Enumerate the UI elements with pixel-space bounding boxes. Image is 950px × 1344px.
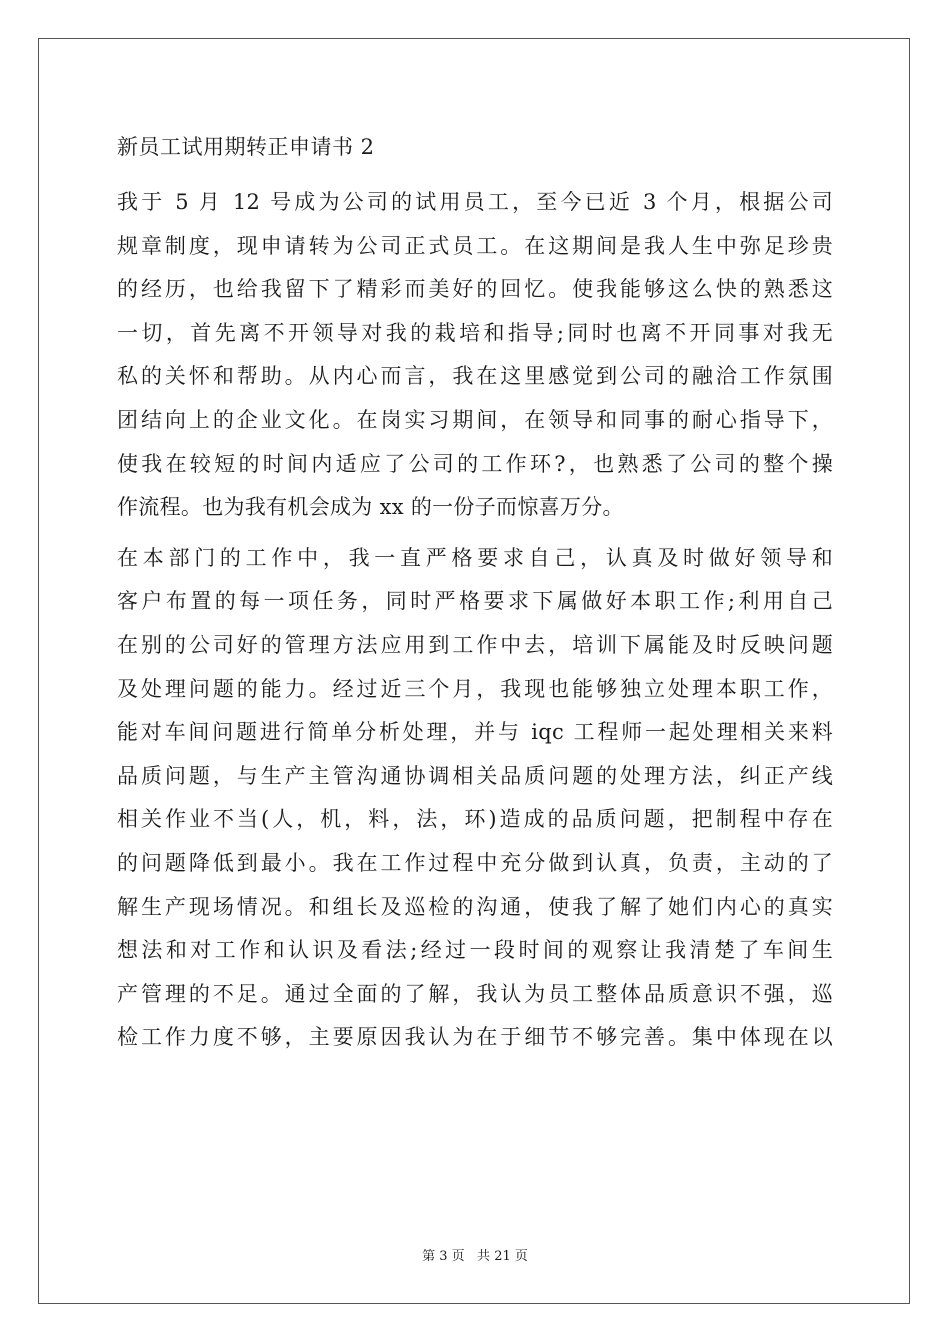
text-line: 产管理的不足。通过全面的了解，我认为员工整体品质意识不强，巡: [117, 981, 833, 1006]
document-body: [117, 181, 833, 1060]
text-line: 相关作业不当(人，机，料，法，环)造成的品质问题，把制程中存在: [117, 807, 833, 832]
text-line: 能对车间问题进行简单分析处理，并与 iqc 工程师一起处理相关来料: [117, 720, 833, 745]
page-footer: 第 3 页 共 21 页: [422, 1249, 528, 1264]
text-line: 规章制度，现申请转为公司正式员工。在这期间是我人生中弥足珍贵: [117, 233, 833, 258]
text-line: 检工作力度不够，主要原因我认为在于细节不够完善。集中体现在以: [117, 1025, 833, 1050]
text-line: 及处理问题的能力。经过近三个月，我现也能够独立处理本职工作，: [117, 676, 833, 701]
paragraph-2: [117, 537, 833, 1060]
text-line: 的问题降低到最小。我在工作过程中充分做到认真，负责，主动的了: [117, 850, 833, 875]
text-line: 的经历，也给我留下了精彩而美好的回忆。使我能够这么快的熟悉这: [117, 277, 833, 302]
text-line: 解生产现场情况。和组长及巡检的沟通，使我了解了她们内心的真实: [117, 894, 833, 919]
text-line: 一切，首先离不开领导对我的栽培和指导;同时也离不开同事对我无: [117, 320, 833, 345]
text-line: 在别的公司好的管理方法应用到工作中去，培训下属能及时反映问题: [117, 632, 833, 657]
text-line: 团结向上的企业文化。在岗实习期间，在领导和同事的耐心指导下，: [117, 407, 833, 432]
text-line: 想法和对工作和认识及看法;经过一段时间的观察让我清楚了车间生: [117, 938, 833, 963]
text-line: 客户布置的每一项任务，同时严格要求下属做好本职工作;利用自己: [117, 589, 833, 614]
text-line: 使我在较短的时间内适应了公司的工作环?，也熟悉了公司的整个操: [117, 451, 833, 476]
document-title: 新员工试用期转正申请书 2: [117, 135, 375, 159]
text-line: 作流程。也为我有机会成为 xx 的一份子而惊喜万分。: [117, 495, 624, 520]
paragraph-1: [117, 181, 833, 530]
text-line: 品质问题，与生产主管沟通协调相关品质问题的处理方法，纠正产线: [117, 763, 833, 788]
paragraph-spacer: [117, 530, 833, 537]
text-line: 我于 5 月 12 号成为公司的试用员工，至今已近 3 个月，根据公司: [117, 190, 833, 214]
text-line: 私的关怀和帮助。从内心而言，我在这里感觉到公司的融洽工作氛围: [117, 364, 833, 389]
text-line: 在本部门的工作中，我一直严格要求自己，认真及时做好领导和: [117, 545, 833, 570]
